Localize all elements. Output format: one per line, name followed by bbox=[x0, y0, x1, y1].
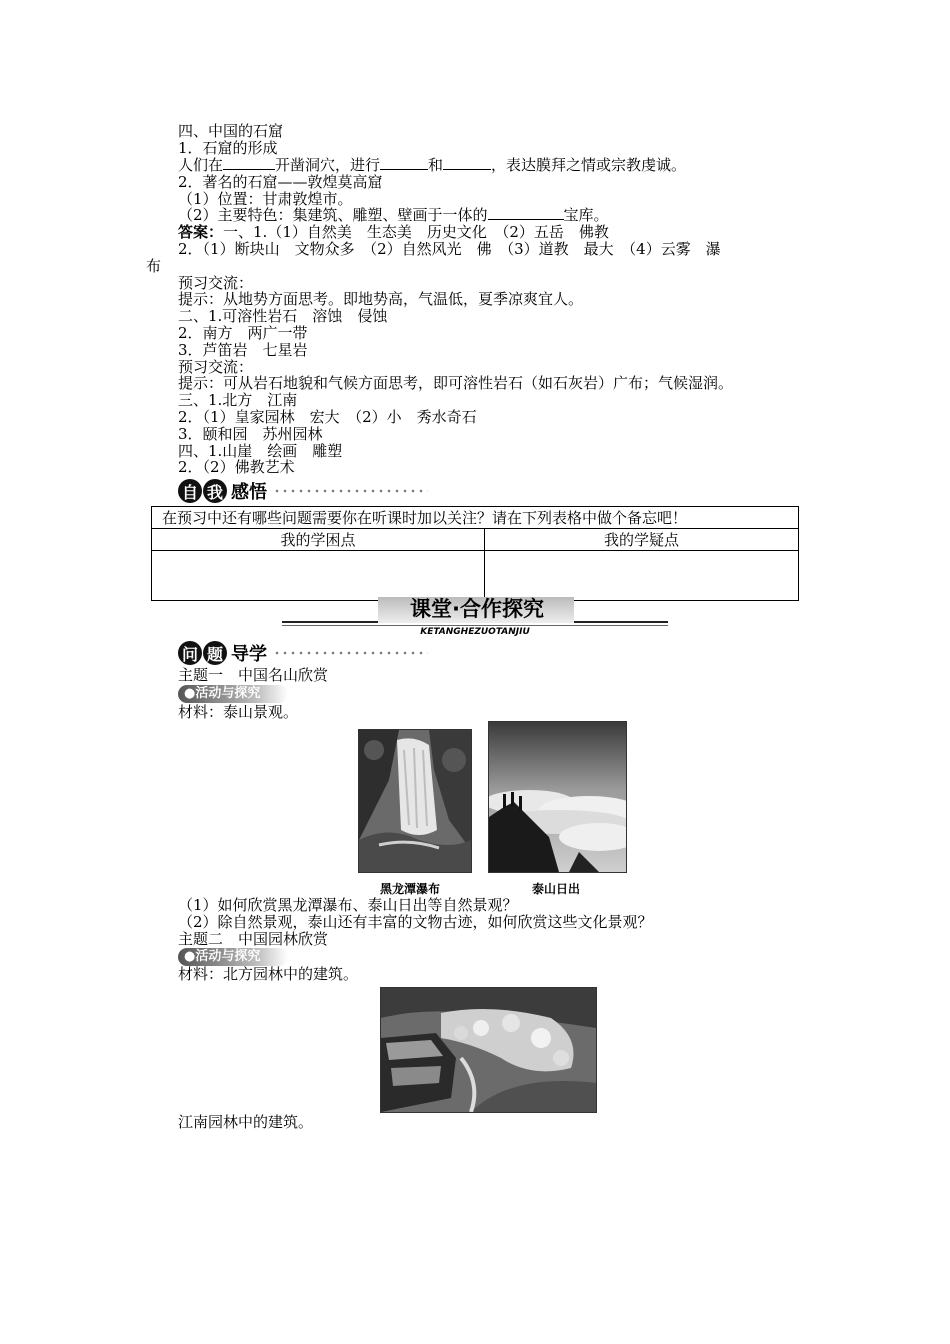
answer-blank bbox=[223, 157, 275, 170]
classroom-title: 课堂·合作探究 bbox=[410, 597, 544, 621]
item-title: 2．著名的石窟——敦煌莫高窟 bbox=[178, 173, 383, 191]
fill-in-sentence: 人们在 开凿洞穴，进行 和 ，表达膜拜之情或宗教虔诚。 bbox=[178, 156, 687, 174]
classroom-pinyin: KETANGHEZUOTANJIU bbox=[420, 627, 530, 637]
answers-line: 2．（2）佛教艺术 bbox=[178, 458, 295, 476]
answers-line: 四、1.山崖 绘画 雕塑 bbox=[178, 442, 343, 460]
question-text: （2）除自然景观，泰山还有丰富的文物古迹，如何欣赏这些文化景观？ bbox=[178, 913, 653, 931]
answers-line: 3．芦笛岩 七星岩 bbox=[178, 341, 308, 359]
guide-banner bbox=[178, 640, 428, 666]
answers-line: 2．（1）断块山 文物众多 （2）自然风光 佛 （3）道教 最大 （4）云雾 瀑 bbox=[178, 240, 721, 258]
answer-blank bbox=[380, 157, 428, 170]
waterfall-photo bbox=[358, 729, 472, 873]
dotted-divider bbox=[273, 649, 428, 657]
classroom-heading bbox=[282, 596, 668, 636]
item-text: （1）位置：甘肃敦煌市。 bbox=[178, 190, 353, 208]
material-text: 江南园林中的建筑。 bbox=[178, 1113, 314, 1131]
banner-text: 感悟 bbox=[231, 482, 267, 503]
banner-text: 导学 bbox=[231, 644, 267, 665]
banner-char: 我 bbox=[203, 479, 227, 503]
memo-cell-difficulties[interactable] bbox=[152, 551, 485, 601]
question-text: （1）如何欣赏黑龙潭瀑布、泰山日出等自然景观？ bbox=[178, 896, 518, 914]
memo-cell-doubts[interactable] bbox=[485, 551, 799, 601]
fill-in-sentence: （2）主要特色：集建筑、雕塑、壁画于一体的 宝库。 bbox=[178, 206, 609, 224]
answers-line: 2．（1）皇家园林 宏大 （2）小 秀水奇石 bbox=[178, 408, 477, 426]
answers-label: 答案： bbox=[178, 223, 224, 241]
answers-line: 二、1.可溶性岩石 溶蚀 侵蚀 bbox=[178, 307, 388, 325]
self-reflection-banner bbox=[178, 478, 428, 504]
answers-line: 答案：一、1.（1）自然美 生态美 历史文化 （2）五岳 佛教 bbox=[178, 223, 609, 241]
dotted-divider bbox=[273, 487, 428, 495]
section-title: 四、中国的石窟 bbox=[178, 122, 284, 140]
answer-blank bbox=[443, 157, 491, 170]
answers-line: 布 bbox=[146, 257, 162, 275]
answers-line: 2．南方 两广一带 bbox=[178, 324, 308, 342]
memo-table bbox=[151, 506, 799, 601]
sunrise-photo bbox=[488, 721, 627, 873]
banner-char: 自 bbox=[178, 479, 202, 503]
material-text: 材料：泰山景观。 bbox=[178, 703, 299, 721]
activity-tag: ●活动与探究 bbox=[178, 685, 288, 703]
heading-rule bbox=[282, 625, 668, 626]
photo-caption: 黑龙潭瀑布 bbox=[380, 882, 441, 896]
activity-tag: ●活动与探究 bbox=[178, 948, 288, 966]
answers-line: 预习交流： bbox=[178, 274, 254, 292]
northern-garden-photo bbox=[380, 987, 597, 1113]
topic-title: 主题二 中国园林欣赏 bbox=[178, 930, 329, 948]
item-title: 1．石窟的形成 bbox=[178, 139, 278, 157]
material-text: 材料：北方园林中的建筑。 bbox=[178, 965, 359, 983]
column-header-doubts: 我的学疑点 bbox=[485, 529, 799, 551]
topic-title: 主题一 中国名山欣赏 bbox=[178, 666, 329, 684]
answers-line: 预习交流： bbox=[178, 358, 254, 376]
answers-line: 提示：从地势方面思考。即地势高，气温低，夏季凉爽宜人。 bbox=[178, 290, 584, 308]
column-header-difficulties: 我的学困点 bbox=[152, 529, 485, 551]
answer-blank bbox=[488, 207, 564, 220]
memo-prompt: 在预习中还有哪些问题需要你在听课时加以关注？请在下列表格中做个备忘吧！ bbox=[152, 507, 799, 529]
answers-line: 提示：可从岩石地貌和气候方面思考，即可溶性岩石（如石灰岩）广布；气候湿润。 bbox=[178, 374, 734, 392]
answers-line: 三、1.北方 江南 bbox=[178, 391, 298, 409]
photo-caption: 泰山日出 bbox=[532, 882, 581, 896]
answers-line: 3．颐和园 苏州园林 bbox=[178, 425, 323, 443]
banner-char: 问 bbox=[178, 641, 202, 665]
banner-char: 题 bbox=[203, 641, 227, 665]
